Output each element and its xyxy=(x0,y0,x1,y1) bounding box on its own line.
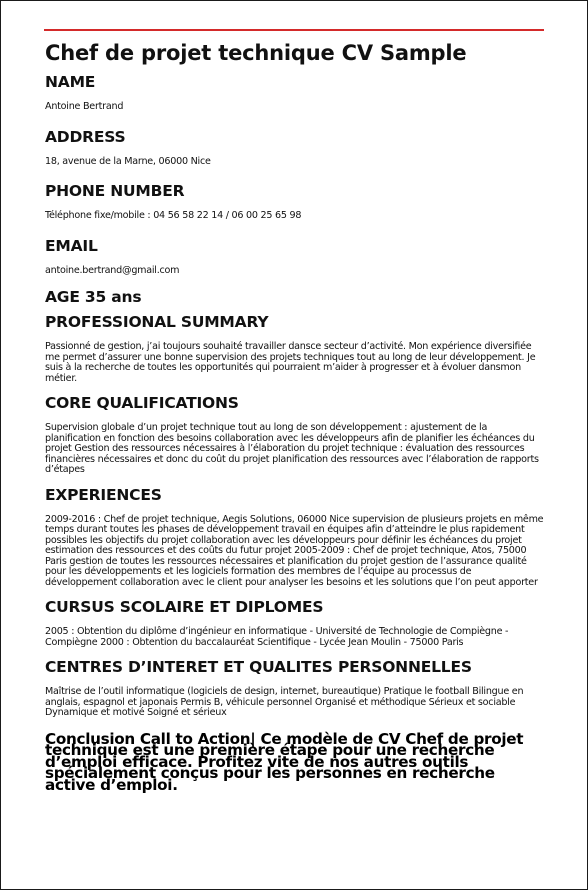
title-rule xyxy=(44,29,544,31)
name-value: Antoine Bertrand xyxy=(45,101,124,112)
qualifications-text: Supervision globale d’un projet technique tout au long de son développement : ajustement de la planification en fonction des besoins collaboration avec les développeurs afin de planifier les échéances du projet Gestion des ressources nécessaires à l’élaboration du projet technique : évaluation des ressources financières nécessaires et donc du coût du projet planification des ressources avec l’élaboration de rapports d’étapes xyxy=(45,422,539,475)
education-text: 2005 : Obtention du diplôme d’ingénieur en informatique - Université de Technologie de Compiègne - Compiègne 2000 : Obtention du baccalauréat Scientifique - Lycée Jean Moulin - 75000 Paris xyxy=(45,626,509,648)
conclusion-text: Conclusion Call to Action| Ce modèle de CV Chef de projet technique est une première étape pour une recherche d’emploi efficace. Profitez vite de nos autres outils spécialement conçus pour les personnes en recherche active d’emploi. xyxy=(45,729,524,794)
page-title: Chef de projet technique CV Sample xyxy=(45,41,467,65)
address-value: 18, avenue de la Marne, 06000 Nice xyxy=(45,155,211,167)
section-heading-qualifications: CORE QUALIFICATIONS xyxy=(45,394,239,412)
section-heading-education: CURSUS SCOLAIRE ET DIPLOMES xyxy=(45,598,324,616)
section-heading-summary: PROFESSIONAL SUMMARY xyxy=(45,313,269,331)
section-heading-phone: PHONE NUMBER xyxy=(45,182,185,200)
section-heading-address: ADDRESS xyxy=(45,127,126,146)
section-heading-name: NAME xyxy=(45,73,96,91)
section-heading-experiences: EXPERIENCES xyxy=(45,485,162,504)
experiences-text: 2009-2016 : Chef de projet technique, Aegis Solutions, 06000 Nice supervision de plusieurs projets en même temps durant toutes les phases de développement travail en équipes afin d’atteindre le plus rapidement possibles les objectifs du projet collaboration avec les développeurs pour définir les échéances du projet estimation des ressources et des coûts du futur projet 2005-2009 : Chef de projet technique, Atos, 75000 Paris gestion de toutes les ressources nécessaires et planification du projet gestion de l’assurance qualité pour les développements et les logiciels formation des membres de l’équipe au processus de développement collaboration avec le client pour analyser les besoins et les solutions que l’on peut apporter xyxy=(45,513,544,588)
summary-text: Passionné de gestion, j’ai toujours souhaité travailler dansce secteur d’activité. Mon expérience diversifiée me permet d’assurer une bonne supervision des projets techniques tout au long de leur développement. Je suis à la recherche de toutes les opportunités qui pourraient m’aider à progresser et à évoluer dansmon métier. xyxy=(45,341,536,384)
section-heading-interests: CENTRES D’INTERET ET QUALITES PERSONNELLES xyxy=(45,658,472,676)
section-heading-age: AGE 35 ans xyxy=(45,288,142,306)
cv-content xyxy=(45,39,545,794)
email-value: antoine.bertrand@gmail.com xyxy=(45,264,180,276)
section-heading-email: EMAIL xyxy=(45,236,98,255)
interests-text: Maîtrise de l’outil informatique (logiciels de design, internet, bureautique) Pratique le football Bilingue en anglais, espagnol et japonais Permis B, véhicule personnel Organisé et méthodique Sérieux et sociable Dynamique et motivé Soigné et sérieux xyxy=(45,686,524,718)
phone-value: Téléphone fixe/mobile : 04 56 58 22 14 / 06 00 25 65 98 xyxy=(45,210,302,221)
